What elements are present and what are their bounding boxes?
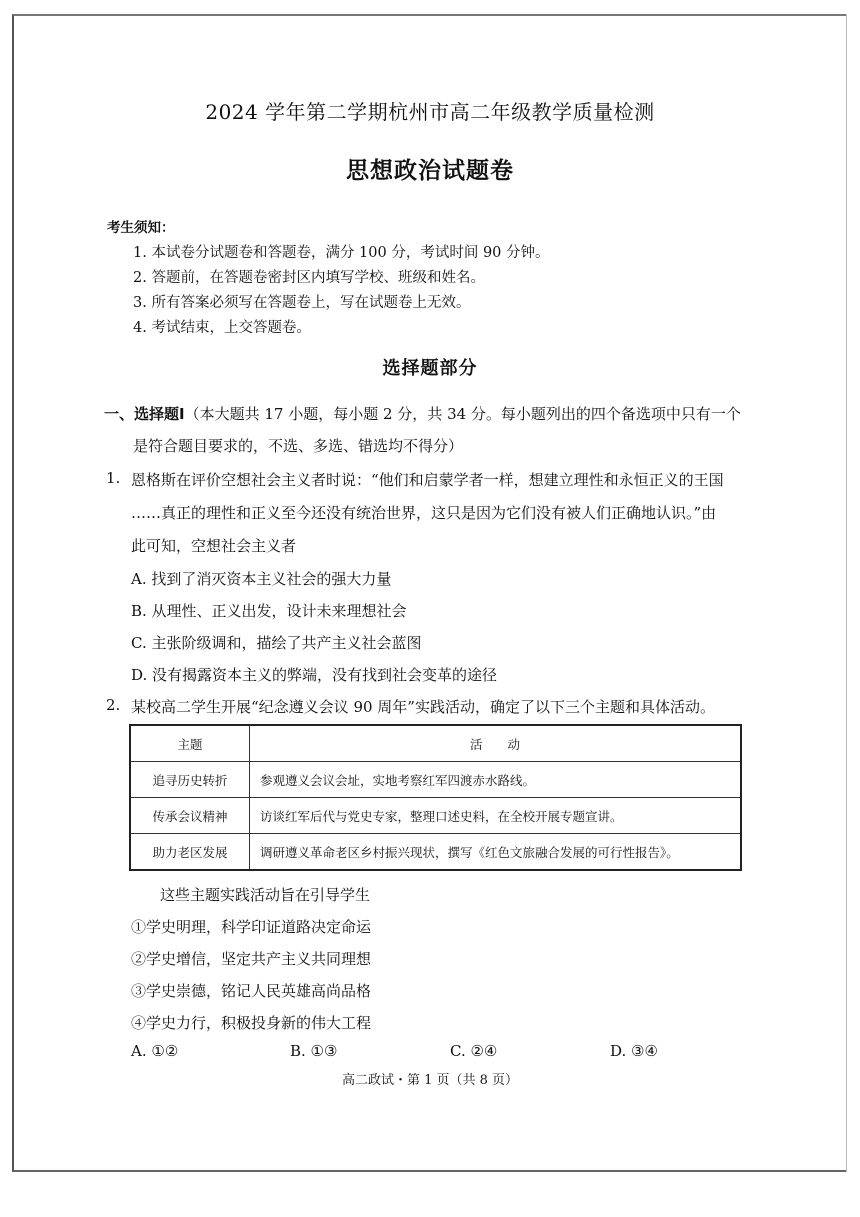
option-b: B. 从理性、正义出发，设计未来理想社会 — [131, 602, 407, 620]
header-theme: 主题 — [130, 725, 250, 762]
choice-a: A. ①② — [131, 1042, 179, 1060]
part-description: （本大题共 17 小题，每小题 2 分，共 34 分。每小题列出的四个备选项中只有一个 — [184, 405, 741, 423]
question-stem: 某校高二学生开展“纪念遵义会议 90 周年”实践活动，确定了以下三个主题和具体活动。 — [131, 698, 715, 716]
notice-item: 1. 本试卷分试题卷和答题卷，满分 100 分，考试时间 90 分钟。 — [133, 245, 550, 261]
header-activity: 活 动 — [250, 725, 742, 762]
question-stem: 此可知，空想社会主义者 — [131, 537, 297, 555]
part-description-cont: 是符合题目要求的，不选、多选、错选均不得分） — [133, 437, 464, 455]
table-row — [130, 798, 741, 834]
statement: ④学史力行，积极投身新的伟大工程 — [131, 1014, 372, 1032]
question-number: 2. — [106, 696, 121, 714]
exam-title: 2024 学年第二学期杭州市高二年级教学质量检测 — [205, 100, 655, 124]
section-title: 选择题部分 — [382, 358, 478, 379]
notice-item: 2. 答题前，在答题卷密封区内填写学校、班级和姓名。 — [133, 270, 485, 286]
page-footer: 高二政试・第 1 页（共 8 页） — [341, 1073, 519, 1088]
question-lead: 这些主题实践活动旨在引导学生 — [160, 886, 371, 904]
activity-cell: 参观遵义会议会址，实地考察红军四渡赤水路线。 — [250, 762, 742, 798]
option-a: A. 找到了消灭资本主义社会的强大力量 — [131, 570, 392, 588]
choice-b: B. ①③ — [290, 1042, 338, 1060]
question-stem: ……真正的理性和正义至今还没有统治世界，这只是因为它们没有被人们正确地认识。”由 — [131, 504, 717, 522]
theme-cell: 追寻历史转折 — [130, 762, 250, 798]
activity-table — [129, 724, 742, 871]
theme-cell: 传承会议精神 — [130, 798, 250, 834]
table-row — [130, 762, 741, 798]
activity-cell: 调研遵义革命老区乡村振兴现状，撰写《红色文旅融合发展的可行性报告》。 — [250, 834, 742, 871]
notice-item: 4. 考试结束，上交答题卷。 — [133, 320, 311, 336]
option-c: C. 主张阶级调和，描绘了共产主义社会蓝图 — [131, 634, 422, 652]
part-heading — [104, 403, 741, 424]
option-d: D. 没有揭露资本主义的弊端，没有找到社会变革的途径 — [131, 666, 498, 684]
notice-item: 3. 所有答案必须写在答题卷上，写在试题卷上无效。 — [133, 295, 471, 311]
notice-heading: 考生须知： — [107, 220, 175, 236]
statement: ②学史增信，坚定共产主义共同理想 — [131, 950, 372, 968]
question-number: 1. — [106, 469, 121, 487]
question-stem: 恩格斯在评价空想社会主义者时说：“他们和启蒙学者一样，想建立理性和永恒正义的王国 — [131, 471, 724, 489]
theme-cell: 助力老区发展 — [130, 834, 250, 871]
statement: ①学史明理，科学印证道路决定命运 — [131, 918, 372, 936]
part-label: 一、选择题Ⅰ — [104, 405, 185, 423]
choice-c: C. ②④ — [450, 1042, 498, 1060]
activity-cell: 访谈红军后代与党史专家，整理口述史料，在全校开展专题宣讲。 — [250, 798, 742, 834]
subject-title: 思想政治试题卷 — [346, 158, 514, 184]
scan-edge — [846, 14, 847, 1172]
statement: ③学史崇德，铭记人民英雄高尚品格 — [131, 982, 372, 1000]
table-row — [130, 834, 741, 871]
table-header-row — [130, 725, 741, 762]
choice-d: D. ③④ — [610, 1042, 658, 1060]
